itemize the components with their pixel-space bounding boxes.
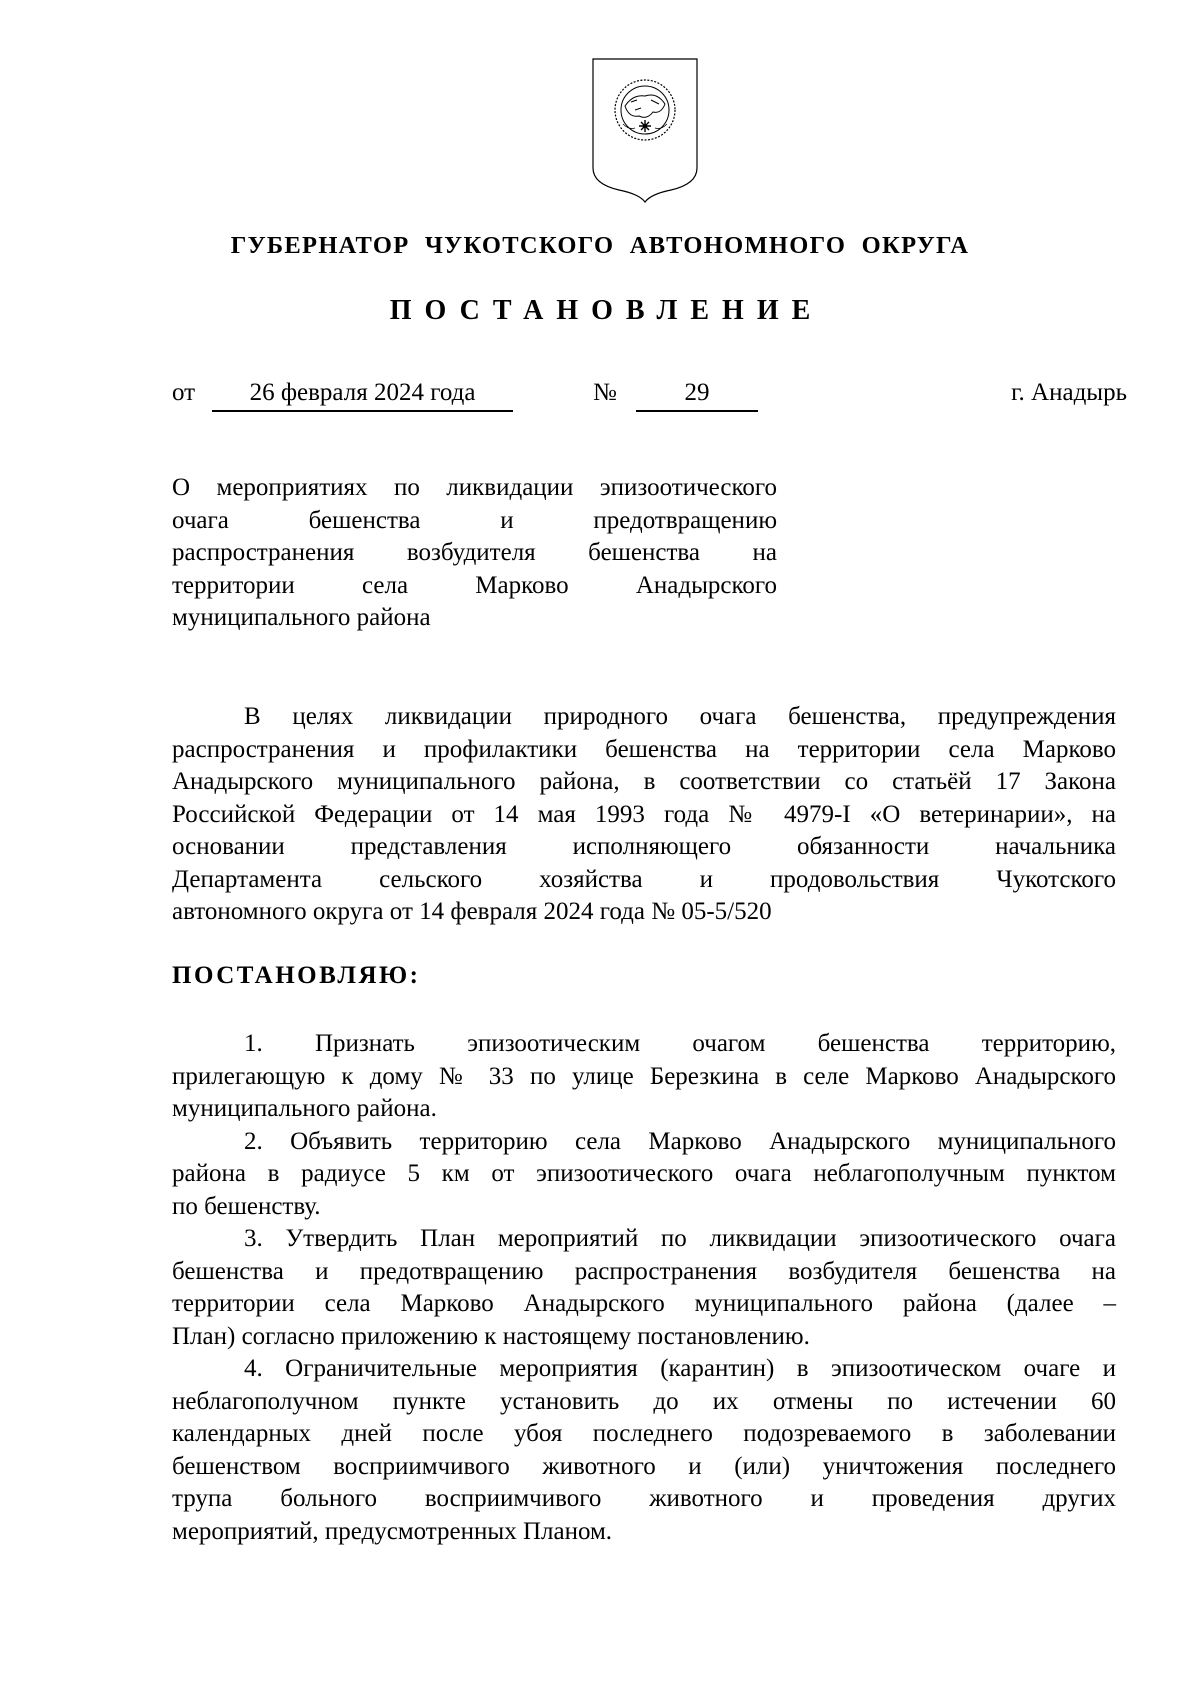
item-line: 4. Ограничительные мероприятия (карантин) в эпизоотическом очаге и (244, 1355, 1116, 1382)
title-line: территории села Марково Анадырского (172, 571, 777, 599)
city-name: г. Анадырь (1011, 379, 1127, 406)
number-sign: № (593, 379, 617, 406)
item-line: 2. Объявить территорию села Марково Анадырского муниципального (244, 1127, 1116, 1155)
item-line: прилегающую к дому № 33 по улице Березкина в селе Марково Анадырского (172, 1062, 1116, 1090)
item-line: района в радиусе 5 км от эпизоотического очага неблагополучным пунктом (172, 1160, 1116, 1187)
title-line: О мероприятиях по ликвидации эпизоотического (172, 474, 777, 501)
item-line: муниципального района. (172, 1095, 437, 1122)
preamble-line: автономного округа от 14 февраля 2024 года № 05-5/520 (172, 898, 772, 925)
document-type-heading: ПОСТАНОВЛЕНИЕ (389, 295, 824, 326)
resolution-item-3 (172, 1223, 1116, 1353)
item-line: по бешенству. (172, 1192, 321, 1220)
resolution-item-1 (172, 1028, 1116, 1126)
item-line: бешенством восприимчивого животного и (или) уничтожения последнего (172, 1452, 1116, 1480)
preamble-line: основании представления исполняющего обязанности начальника (172, 833, 1116, 860)
title-line: распространения возбудителя бешенства на (172, 539, 777, 566)
resolution-items (172, 1028, 1116, 1548)
document-date: 26 февраля 2024 года (212, 378, 513, 412)
item-line: неблагополучном пункте установить до их отмены по истечении 60 (172, 1387, 1116, 1415)
preamble-line: распространения и профилактики бешенства на территории села Марково (172, 735, 1116, 763)
item-line: бешенства и предотвращению распространения возбудителя бешенства на (172, 1257, 1116, 1285)
item-line: 1. Признать эпизоотическим очагом бешенства территорию, (244, 1030, 1116, 1057)
date-prefix: от (172, 379, 196, 406)
item-line: План) согласно приложению к настоящему постановлению. (172, 1322, 810, 1350)
preamble-paragraph (172, 701, 1116, 929)
document-number: 29 (636, 378, 758, 412)
preamble-line: Анадырского муниципального района, в соответствии со статьёй 17 Закона (172, 768, 1116, 795)
preamble-line: Департамента сельского хозяйства и продовольствия Чукотского (172, 865, 1116, 893)
resolution-item-2 (172, 1126, 1116, 1224)
decree-heading: ПОСТАНОВЛЯЮ: (172, 962, 421, 989)
resolution-title (172, 472, 777, 635)
resolution-item-4 (172, 1353, 1116, 1548)
item-line: мероприятий, предусмотренных Планом. (172, 1517, 613, 1545)
item-line: календарных дней после убоя последнего подозреваемого в заболевании (172, 1420, 1116, 1447)
item-line: трупа больного восприимчивого животного и проведения других (172, 1485, 1116, 1512)
item-line: территории села Марково Анадырского муниципального района (далее – (172, 1290, 1116, 1317)
title-line: очага бешенства и предотвращению (172, 506, 777, 534)
title-line: муниципального района (172, 604, 431, 631)
authority-heading: ГУБЕРНАТОР ЧУКОТСКОГО АВТОНОМНОГО ОКРУГА (230, 232, 970, 259)
preamble-line: Российской Федерации от 14 мая 1993 года № 4979-I «О ветеринарии», на (172, 800, 1116, 828)
item-line: 3. Утвердить План мероприятий по ликвидации эпизоотического очага (244, 1225, 1116, 1252)
preamble-line: В целях ликвидации природного очага бешенства, предупреждения (244, 703, 1116, 730)
coat-of-arms-icon (589, 56, 701, 204)
date-number-line (0, 378, 1200, 418)
